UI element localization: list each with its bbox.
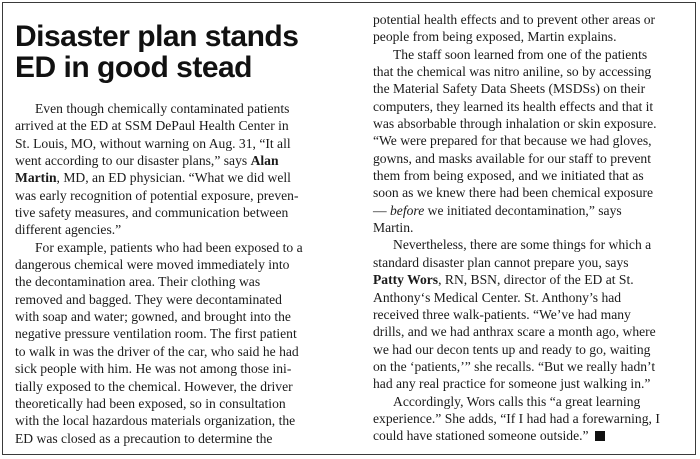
text-line: tive safety measures, and communication between bbox=[15, 205, 289, 221]
text-line: arrived at the ED at SSM DePaul Health Center in bbox=[15, 118, 289, 134]
text-line: The staff soon learned from one of the patients bbox=[393, 46, 648, 62]
paragraph-1 bbox=[15, 100, 351, 239]
person-name-martin: Martin bbox=[15, 170, 57, 186]
text-line: theoretically had been exposed, so in consultation bbox=[15, 395, 286, 411]
text-line: soon as we knew there had been chemical exposure bbox=[373, 185, 654, 201]
text-line: tially exposed to the chemical. However, the driver bbox=[15, 378, 293, 394]
text-line: was absorbable through inhalation or skin exposure. bbox=[373, 116, 657, 132]
paragraph-2-continued bbox=[373, 11, 685, 46]
text-line: experience.” She adds, “If I had had a forewarning, I bbox=[373, 410, 660, 426]
headline-line-1: Disaster plan stands bbox=[15, 20, 299, 53]
headline bbox=[15, 21, 351, 83]
text-run: we initiated decontamination,” says bbox=[424, 202, 622, 218]
text-line: potential health effects and to prevent other areas or bbox=[373, 12, 656, 27]
text-line: was early recognition of potential exposure, preven- bbox=[15, 187, 299, 203]
text-line: had any real practice for someone just walking in.” bbox=[373, 376, 651, 392]
text-line bbox=[15, 152, 351, 169]
text-line: to walk in was the driver of the car, who said he had bbox=[15, 343, 299, 359]
text-line: gowns, and masks available for our staff to prevent bbox=[373, 150, 651, 166]
text-line: the decontamination area. Their clothing was bbox=[15, 274, 261, 290]
paragraph-3 bbox=[373, 46, 685, 237]
text-line: negative pressure ventilation room. The first patient bbox=[15, 326, 297, 342]
text-line: computers, they learned its health effects and that it bbox=[373, 98, 654, 114]
text-line: ED was closed as a precaution to determine the bbox=[15, 430, 273, 446]
text-run: , RN, BSN, director of the ED at St. bbox=[438, 272, 634, 288]
end-of-article-square-icon bbox=[595, 431, 605, 441]
text-line: them from being exposed, and we initiated that as bbox=[373, 168, 644, 184]
text-run: could have stationed someone outside.” bbox=[373, 428, 589, 444]
text-line: that the chemical was nitro aniline, so by accessing bbox=[373, 64, 652, 80]
person-name-alan: Alan bbox=[250, 153, 279, 169]
text-run: went according to our disaster plans,” says bbox=[15, 153, 251, 169]
text-line bbox=[373, 202, 685, 219]
paragraph-4 bbox=[373, 236, 685, 392]
text-line: St. Louis, MO, without warning on Aug. 31, “It all bbox=[15, 135, 291, 151]
text-line bbox=[373, 427, 685, 444]
text-line: different agencies.” bbox=[15, 222, 122, 238]
text-line: received three walk-patients. “We’ve had many bbox=[373, 306, 631, 322]
text-line: Anthony‘s Medical Center. St. Anthony’s had bbox=[373, 289, 622, 305]
text-line: with the local hazardous materials organization, the bbox=[15, 413, 296, 429]
text-line: people from being exposed, Martin explains. bbox=[373, 29, 617, 45]
text-line: the Material Safety Data Sheets (MSDSs) on their bbox=[373, 81, 646, 97]
text-line: drills, and we had anthrax scare a month ago, where bbox=[373, 324, 656, 340]
text-run: — bbox=[373, 202, 390, 218]
text-run: , MD, an ED physician. “What we did well bbox=[56, 170, 291, 186]
text-line: removed and bagged. They were decontaminated bbox=[15, 291, 282, 307]
text-line bbox=[15, 169, 351, 186]
paragraph-2 bbox=[15, 239, 351, 447]
article-frame bbox=[2, 2, 696, 455]
text-line: Martin. bbox=[373, 220, 414, 236]
paragraph-5 bbox=[373, 393, 685, 445]
text-line: Nevertheless, there are some things for which a bbox=[393, 237, 652, 253]
text-line: with soap and water; gowned, and brought into the bbox=[15, 309, 291, 325]
text-line: Even though chemically contaminated patients bbox=[35, 101, 290, 116]
text-line: dangerous chemical were moved immediately into bbox=[15, 257, 290, 273]
text-line bbox=[373, 271, 685, 288]
person-name-patty-wors: Patty Wors bbox=[373, 272, 439, 288]
text-line: “We were prepared for that because we had gloves, bbox=[373, 133, 652, 149]
text-line: standard disaster plan cannot prepare you, says bbox=[373, 254, 629, 270]
text-line: For example, patients who had been exposed to a bbox=[35, 239, 303, 255]
text-line: on the ‘patients,’” she recalls. “But we really hadn’t bbox=[373, 358, 656, 374]
text-line: Accordingly, Wors calls this “a great learning bbox=[393, 393, 641, 409]
text-line: we had our decon tents up and ready to go, waiting bbox=[373, 341, 651, 357]
text-line: sick people with him. He was not among those ini- bbox=[15, 361, 292, 377]
headline-line-2: ED in good stead bbox=[15, 51, 253, 84]
emphasis-before: before bbox=[390, 202, 425, 218]
